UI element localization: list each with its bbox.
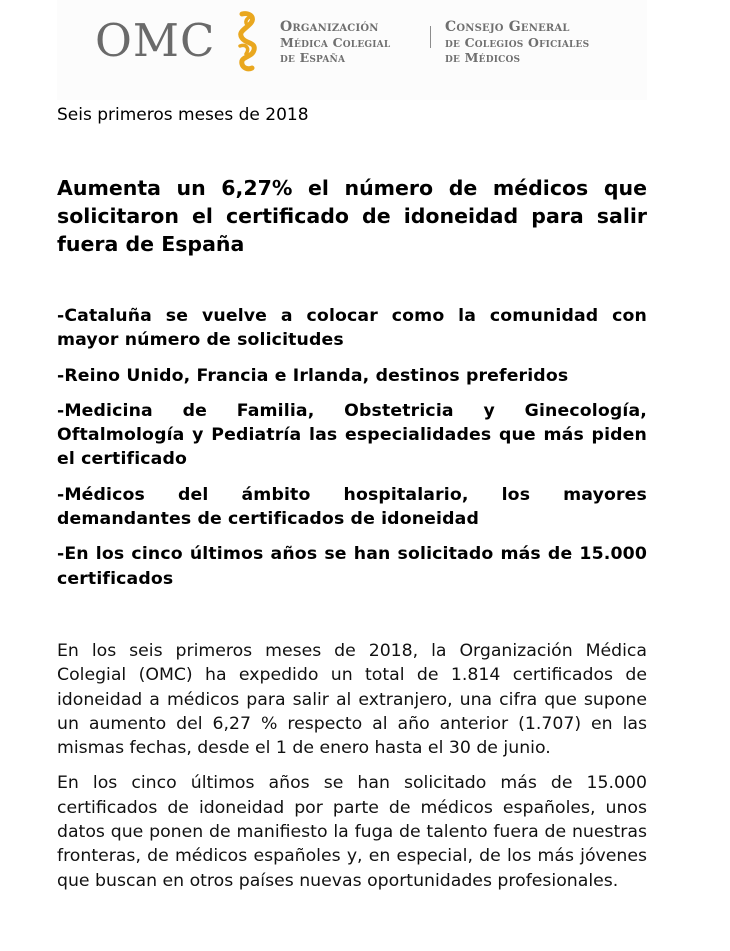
- omc-logo-text: OMC: [95, 14, 216, 67]
- article-title: Aumenta un 6,27% el número de médicos que solicitaron el certificado de idoneidad para salir fuera de España: [57, 176, 647, 256]
- header-divider: [430, 26, 431, 48]
- body-paragraph: En los cinco últimos años se han solicitado más de 15.000 certificados de idoneidad por parte de médicos españoles, unos datos que ponen de manifiesto la fuga de talento fuera de nuestras fronteras, de médicos españoles y, en especial, de los más jóvenes que buscan en otros países nuevas oportunidades profesionales.: [57, 773, 647, 891]
- article-body: [57, 639, 647, 904]
- omc-serpent-icon: [232, 10, 262, 72]
- org-name-line: de España: [280, 50, 346, 65]
- highlight-item: -Reino Unido, Francia e Irlanda, destinos preferidos: [57, 365, 569, 386]
- council-name-line: de Colegios Oficiales: [445, 35, 590, 50]
- council-name-line: Consejo General: [445, 19, 570, 35]
- org-name-line: Organización: [280, 19, 379, 35]
- article-subtitle: Seis primeros meses de 2018: [57, 105, 309, 125]
- highlight-item: -Medicina de Familia, Obstetricia y Ginecología, Oftalmología y Pediatría las especialidades que más piden el certificado: [57, 400, 647, 470]
- highlights-list: [57, 304, 647, 602]
- org-name-line: Médica Colegial: [280, 35, 391, 50]
- highlight-item: -En los cinco últimos años se han solicitado más de 15.000 certificados: [57, 544, 647, 589]
- council-name: [445, 20, 589, 65]
- body-paragraph: En los seis primeros meses de 2018, la Organización Médica Colegial (OMC) ha expedido un total de 1.814 certificados de idoneidad a médicos para salir al extranjero, una cifra que supone un aumento del 6,27 % respecto al año anterior (1.707) en las mismas fechas, desde el 1 de enero hasta el 30 de junio.: [57, 641, 647, 759]
- org-name: [280, 20, 390, 65]
- highlight-item: -Cataluña se vuelve a colocar como la comunidad con mayor número de solicitudes: [57, 306, 647, 351]
- highlight-item: -Médicos del ámbito hospitalario, los mayores demandantes de certificados de idoneidad: [57, 484, 647, 530]
- council-name-line: de Médicos: [445, 50, 521, 65]
- page-header: [57, 0, 647, 100]
